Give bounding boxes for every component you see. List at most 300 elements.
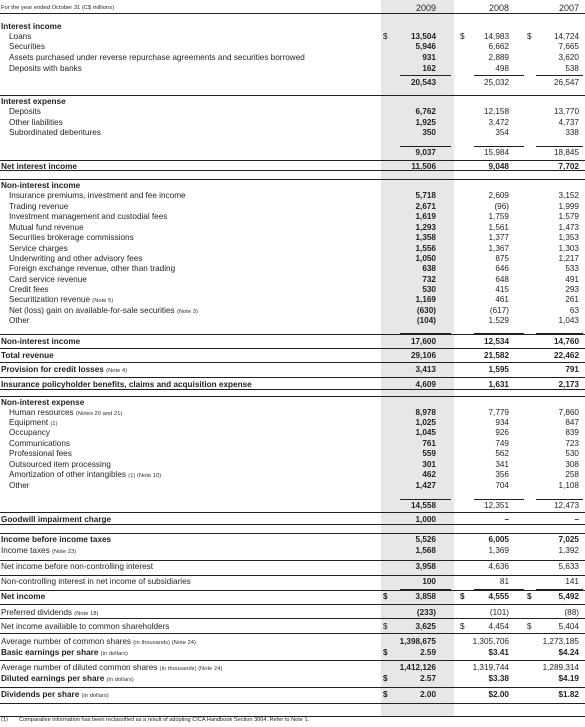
value-2009: 931: [422, 53, 436, 62]
row-label-text: Dividends per share: [1, 690, 80, 699]
row-label-text: Net income available to common shareholders: [1, 622, 170, 631]
value-2009: 5,946: [415, 42, 436, 51]
row-trading-revenue: [0, 202, 585, 212]
row-label-text: Subordinated debentures: [9, 128, 101, 137]
value-2008: 562: [495, 449, 509, 458]
row-label: [9, 107, 41, 117]
year-2007-heading: 2007: [558, 3, 579, 13]
value-2009: 1,000: [415, 515, 436, 524]
subtotal-underline: [474, 75, 524, 76]
value-2007: 491: [565, 275, 579, 284]
value-2008: 415: [495, 285, 509, 294]
value-2007: $1.82: [558, 690, 579, 699]
value-2009: 3,858: [415, 592, 436, 601]
row-net-income-available-to-common-shareholders: [0, 622, 585, 632]
row-label-text: Deposits with banks: [9, 64, 82, 73]
value-2009: 100: [422, 577, 436, 586]
value-2007: 1,303: [558, 244, 579, 253]
currency-symbol-2007: $: [527, 32, 532, 41]
row-non-interest-income: [0, 181, 585, 191]
row-label-text: Provision for credit losses: [1, 365, 104, 374]
row-label-text: Non-interest expense: [1, 398, 85, 407]
horizontal-rule: [0, 160, 585, 161]
value-2007: 26,547: [553, 78, 579, 87]
currency-symbol-2008: $: [460, 32, 465, 41]
value-2009: 8,978: [415, 408, 436, 417]
row-card-service-revenue: [0, 275, 585, 285]
value-2009: 350: [422, 128, 436, 137]
subtotal-underline: [474, 333, 524, 334]
row-label-text: Goodwill impairment charge: [1, 515, 112, 524]
value-2009: 1,556: [415, 244, 436, 253]
value-2009: 301: [422, 460, 436, 469]
footnote-text: Comparative information has been reclassified as a result of adopting CICA Handbook Section 3064. Refer to Note 1.: [19, 717, 310, 723]
row-other: [0, 316, 585, 326]
currency-symbol-2007: $: [527, 622, 532, 631]
currency-symbol-2008: $: [460, 622, 465, 631]
row-human-resources: [0, 408, 585, 418]
row-total-revenue: [0, 351, 585, 361]
row-equipment: [0, 418, 585, 428]
value-2009: 1,427: [415, 481, 436, 490]
value-2009: 2.00: [420, 690, 436, 699]
row-label: [1, 622, 169, 632]
row-securities-brokerage-commissions: [0, 233, 585, 243]
value-2009: 20,543: [410, 78, 436, 87]
horizontal-rule: [0, 170, 585, 171]
value-2009: 9,037: [415, 148, 436, 157]
value-2007: 1,473: [558, 223, 579, 232]
subtotal-underline: [400, 589, 451, 590]
subtotal-underline: [474, 499, 524, 500]
row-note: (Note 5): [92, 298, 114, 304]
value-2008: (96): [494, 202, 509, 211]
value-2008: –: [504, 515, 509, 524]
subtotal-underline: [536, 146, 583, 147]
value-2007: 14,760: [553, 337, 579, 346]
row-label: [1, 562, 153, 572]
currency-symbol-2009: $: [383, 592, 388, 601]
row-label-text: Non-controlling interest in net income of subsidiaries: [1, 577, 191, 586]
row-service-charges: [0, 244, 585, 254]
value-2009: 1,925: [415, 118, 436, 127]
row-note: (Note 4): [106, 368, 128, 374]
value-2007: 5,492: [558, 592, 579, 601]
value-2008: 25,032: [483, 78, 509, 87]
row-label: [9, 64, 82, 74]
value-2007: 1,289,314: [542, 663, 579, 672]
value-2008: 934: [495, 418, 509, 427]
value-2007: 7,860: [558, 408, 579, 417]
row-deposits: [0, 107, 585, 117]
row-securities: [0, 42, 585, 52]
value-2008: 3,472: [488, 118, 509, 127]
row-label: [9, 316, 29, 326]
value-2009: 1,398,675: [399, 637, 436, 646]
row-label-text: Trading revenue: [9, 202, 69, 211]
row-label-text: Assets purchased under reverse repurchase agreements and securities borrowed: [9, 53, 305, 62]
row-label: [1, 577, 191, 587]
row-label-text: Amortization of other intangibles: [9, 470, 126, 479]
row-outsourced-item-processing: [0, 460, 585, 470]
value-2007: 293: [565, 285, 579, 294]
value-2008: 9,048: [488, 162, 509, 171]
row-label-text: Net (loss) gain on available-for-sale securities: [9, 306, 175, 315]
statement-header: [0, 3, 585, 13]
horizontal-rule: [0, 362, 585, 363]
value-2007: 12,473: [553, 501, 579, 510]
row-label-text: Diluted earnings per share: [1, 674, 105, 683]
row-label: [1, 690, 109, 701]
row-subtotal: [0, 78, 585, 88]
value-2008: 461: [495, 295, 509, 304]
row-label-text: Other: [9, 316, 30, 325]
value-2008: 4,636: [488, 562, 509, 571]
value-2008: 4,454: [488, 622, 509, 631]
value-2007: 1,999: [558, 202, 579, 211]
statement-period-caption: For the year ended October 31 (C$ millions): [1, 5, 115, 11]
row-label: [9, 470, 161, 481]
row-other: [0, 481, 585, 491]
value-2009: 17,600: [410, 337, 436, 346]
row-note: (Note 18): [74, 611, 99, 617]
value-2007: 18,845: [553, 148, 579, 157]
row-label: [1, 592, 45, 602]
horizontal-rule: [0, 590, 585, 591]
value-2009: 1,568: [415, 546, 436, 555]
row-label: [9, 460, 111, 470]
horizontal-rule: [0, 512, 585, 513]
row-label: [1, 546, 76, 557]
row-other-liabilities: [0, 118, 585, 128]
value-2007: 14,724: [553, 32, 579, 41]
value-2009: 6,762: [415, 107, 436, 116]
row-average-number-of-common-shares: [0, 637, 585, 647]
row-label: [9, 118, 63, 128]
row-label-text: Basic earnings per share: [1, 648, 99, 657]
value-2008: 498: [495, 64, 509, 73]
value-2008: (617): [489, 306, 509, 315]
value-2009: 1,358: [415, 233, 436, 242]
value-2009: 13,504: [410, 32, 436, 41]
row-note: (Note 23): [51, 549, 77, 555]
horizontal-rule: [0, 703, 585, 704]
value-2007: 13,770: [553, 107, 579, 116]
row-label: [9, 264, 175, 274]
year-2008-heading: 2008: [488, 3, 509, 13]
row-label-text: Non-interest income: [1, 181, 81, 190]
value-2007: 261: [565, 295, 579, 304]
value-2008: 12,351: [483, 501, 509, 510]
row-non-controlling-interest-in-net-income-of-subsidiaries: [0, 577, 585, 587]
horizontal-rule: [0, 377, 585, 378]
currency-symbol-2009: $: [383, 648, 388, 657]
horizontal-rule: [0, 687, 585, 688]
value-2008: 646: [495, 264, 509, 273]
value-2009: 1,025: [415, 418, 436, 427]
value-2009: 5,526: [415, 535, 436, 544]
value-2009: 1,619: [415, 212, 436, 221]
row-professional-fees: [0, 449, 585, 459]
currency-symbol-2008: $: [460, 592, 465, 601]
subtotal-underline: [400, 499, 451, 500]
row-label-text: Card service revenue: [9, 275, 87, 284]
row-label: [9, 212, 167, 222]
horizontal-rule: [0, 604, 585, 605]
value-2008: 7,779: [488, 408, 509, 417]
value-2007: 538: [565, 64, 579, 73]
row-label-text: Securities: [9, 42, 45, 51]
value-2008: 81: [499, 577, 509, 586]
row-label: [9, 254, 142, 264]
row-label-text: Mutual fund revenue: [9, 223, 84, 232]
row-subtotal: [0, 148, 585, 158]
row-interest-expense: [0, 97, 585, 107]
subtotal-underline: [536, 333, 583, 334]
value-2009: 29,106: [410, 351, 436, 360]
value-2007: 2,173: [558, 380, 579, 389]
row-label-text: Non-interest income: [1, 337, 81, 346]
value-2007: –: [574, 515, 579, 524]
row-label-text: Other: [9, 481, 30, 490]
row-net-income-before-non-controlling-interest: [0, 562, 585, 572]
currency-symbol-2009: $: [383, 690, 388, 699]
value-2009: 1,412,126: [399, 663, 436, 672]
value-2007: 7,665: [558, 42, 579, 51]
value-2008: 14,983: [483, 32, 509, 41]
value-2009: 1,045: [415, 428, 436, 437]
value-2009: 2.57: [420, 674, 436, 683]
row-assets-purchased-under-reverse-repurchase-agreements-and-securities-borrowed: [0, 53, 585, 63]
row-label-text: Occupancy: [9, 428, 50, 437]
row-label-text: Income taxes: [1, 546, 50, 555]
value-2008: 926: [495, 428, 509, 437]
value-2008: 6,005: [488, 535, 509, 544]
row-dividends-per-share: [0, 690, 585, 700]
row-note: (in dollars): [100, 651, 128, 657]
value-2008: 704: [495, 481, 509, 490]
value-2007: 5,633: [558, 562, 579, 571]
value-2008: $3.38: [488, 674, 509, 683]
value-2008: 341: [495, 460, 509, 469]
row-label: [1, 337, 80, 347]
row-note: (Note 3): [176, 309, 198, 315]
row-label: [9, 285, 49, 295]
value-2007: 533: [565, 264, 579, 273]
value-2008: 356: [495, 470, 509, 479]
row-label-text: Average number of diluted common shares: [1, 663, 158, 672]
row-label-text: Insurance policyholder benefits, claims and acquisition expense: [1, 380, 252, 389]
row-label: [1, 674, 134, 685]
row-label: [9, 42, 45, 52]
value-2009: 3,958: [415, 562, 436, 571]
value-2007: (88): [564, 608, 579, 617]
value-2007: 723: [565, 439, 579, 448]
value-2008: 2,609: [488, 191, 509, 200]
currency-symbol-2009: $: [383, 622, 388, 631]
currency-symbol-2009: $: [383, 674, 388, 683]
row-deposits-with-banks: [0, 64, 585, 74]
row-communications: [0, 439, 585, 449]
value-2008: 12,158: [483, 107, 509, 116]
value-2008: 1,377: [488, 233, 509, 242]
row-label: [9, 128, 101, 138]
row-label: [1, 637, 196, 648]
horizontal-rule: [0, 13, 585, 14]
row-label: [1, 535, 111, 545]
row-loans: [0, 32, 585, 42]
row-label: [1, 351, 54, 361]
value-2009: 638: [422, 264, 436, 273]
value-2008: (101): [489, 608, 509, 617]
row-insurance-premiums-investment-and-fee-income: [0, 191, 585, 201]
row-label-text: Total revenue: [1, 351, 54, 360]
value-2009: 1,293: [415, 223, 436, 232]
value-2009: 3,625: [415, 622, 436, 631]
row-label-text: Communications: [9, 439, 70, 448]
row-income-before-income-taxes: [0, 535, 585, 545]
value-2007: 308: [565, 460, 579, 469]
year-2009-heading: 2009: [415, 3, 436, 13]
row-label-text: Credit fees: [9, 285, 49, 294]
row-investment-management-and-custodial-fees: [0, 212, 585, 222]
value-2008: 1,319,744: [472, 663, 509, 672]
value-2008: 2,889: [488, 53, 509, 62]
value-2009: (630): [416, 306, 436, 315]
row-note: (Notes 20 and 21): [75, 411, 123, 417]
value-2007: 1,043: [558, 316, 579, 325]
value-2007: 1,273,185: [542, 637, 579, 646]
value-2008: 6,662: [488, 42, 509, 51]
value-2007: 5,404: [558, 622, 579, 631]
value-2009: 4,609: [415, 380, 436, 389]
row-label: [1, 97, 66, 107]
value-2007: 1,579: [558, 212, 579, 221]
subtotal-underline: [536, 75, 583, 76]
row-non-interest-income: [0, 337, 585, 347]
value-2008: 1,631: [488, 380, 509, 389]
row-label-text: Foreign exchange revenue, other than trading: [9, 264, 176, 273]
value-2007: 63: [569, 306, 579, 315]
value-2008: 354: [495, 128, 509, 137]
value-2009: 462: [422, 470, 436, 479]
value-2007: 1,353: [558, 233, 579, 242]
row-label: [9, 244, 68, 254]
horizontal-rule: [0, 389, 585, 390]
row-label-text: Outsourced item processing: [9, 460, 111, 469]
row-occupancy: [0, 428, 585, 438]
row-preferred-dividends: [0, 608, 585, 618]
value-2007: 258: [565, 470, 579, 479]
value-2009: 1,050: [415, 254, 436, 263]
value-2007: 1,392: [558, 546, 579, 555]
row-note: (1) (Note 10): [128, 473, 162, 479]
row-label-text: Human resources: [9, 408, 74, 417]
value-2008: 648: [495, 275, 509, 284]
subtotal-underline: [536, 499, 583, 500]
value-2008: 12,534: [483, 337, 509, 346]
row-label: [1, 22, 62, 32]
value-2009: (104): [416, 316, 436, 325]
horizontal-rule: [0, 560, 585, 561]
row-label-text: Other liabilities: [9, 118, 63, 127]
value-2009: 530: [422, 285, 436, 294]
value-2008: 1,305,706: [472, 637, 509, 646]
horizontal-rule: [0, 575, 585, 576]
value-2009: 3,413: [415, 365, 436, 374]
horizontal-rule: [0, 618, 585, 619]
row-label: [9, 275, 87, 285]
horizontal-rule: [0, 633, 585, 634]
row-foreign-exchange-revenue-other-than-trading: [0, 264, 585, 274]
row-net-income: [0, 592, 585, 602]
row-label-text: Service charges: [9, 244, 68, 253]
row-label: [9, 223, 84, 233]
currency-symbol-2007: $: [527, 592, 532, 601]
row-subordinated-debentures: [0, 128, 585, 138]
row-label-text: Interest expense: [1, 97, 66, 106]
value-2009: 162: [422, 64, 436, 73]
value-2009: 11,506: [411, 162, 436, 171]
row-label-text: Underwriting and other advisory fees: [9, 254, 143, 263]
row-label: [9, 449, 72, 459]
row-underwriting-and-other-advisory-fees: [0, 254, 585, 264]
row-label: [9, 481, 29, 491]
horizontal-rule: [0, 524, 585, 525]
row-note: (in dollars): [106, 677, 134, 683]
value-2007: $4.24: [558, 648, 579, 657]
row-non-interest-expense: [0, 398, 585, 408]
row-label-text: Investment management and custodial fees: [9, 212, 168, 221]
value-2009: 732: [422, 275, 436, 284]
subtotal-underline: [474, 146, 524, 147]
value-2008: 21,582: [483, 351, 509, 360]
row-label: [1, 663, 222, 674]
value-2007: 1,108: [558, 481, 579, 490]
value-2007: 1,217: [558, 254, 579, 263]
row-subtotal: [0, 501, 585, 511]
row-basic-earnings-per-share: [0, 648, 585, 658]
row-securitization-revenue: [0, 295, 585, 305]
value-2009: 5,718: [415, 191, 436, 200]
row-label: [9, 32, 31, 42]
value-2007: 3,620: [558, 53, 579, 62]
value-2008: 1,595: [488, 365, 509, 374]
row-label: [9, 202, 68, 212]
row-label-text: Insurance premiums, investment and fee income: [9, 191, 186, 200]
value-2008: 1,369: [488, 546, 509, 555]
value-2008: 1,367: [488, 244, 509, 253]
row-diluted-earnings-per-share: [0, 674, 585, 684]
row-label-text: Net interest income: [1, 162, 77, 171]
value-2009: (233): [416, 608, 436, 617]
subtotal-underline: [400, 146, 451, 147]
horizontal-rule: [0, 396, 585, 397]
value-2008: 1,529: [488, 316, 509, 325]
row-label-text: Professional fees: [9, 449, 72, 458]
value-2009: 2.59: [420, 648, 436, 657]
horizontal-rule: [0, 660, 585, 661]
value-2007: 839: [565, 428, 579, 437]
horizontal-rule: [0, 179, 585, 180]
row-label: [9, 53, 305, 63]
value-2009: 761: [422, 439, 436, 448]
row-label-text: Average number of common shares: [1, 637, 132, 646]
value-2007: 847: [565, 418, 579, 427]
row-label-text: Loans: [9, 32, 32, 41]
row-mutual-fund-revenue: [0, 223, 585, 233]
subtotal-underline: [400, 333, 451, 334]
